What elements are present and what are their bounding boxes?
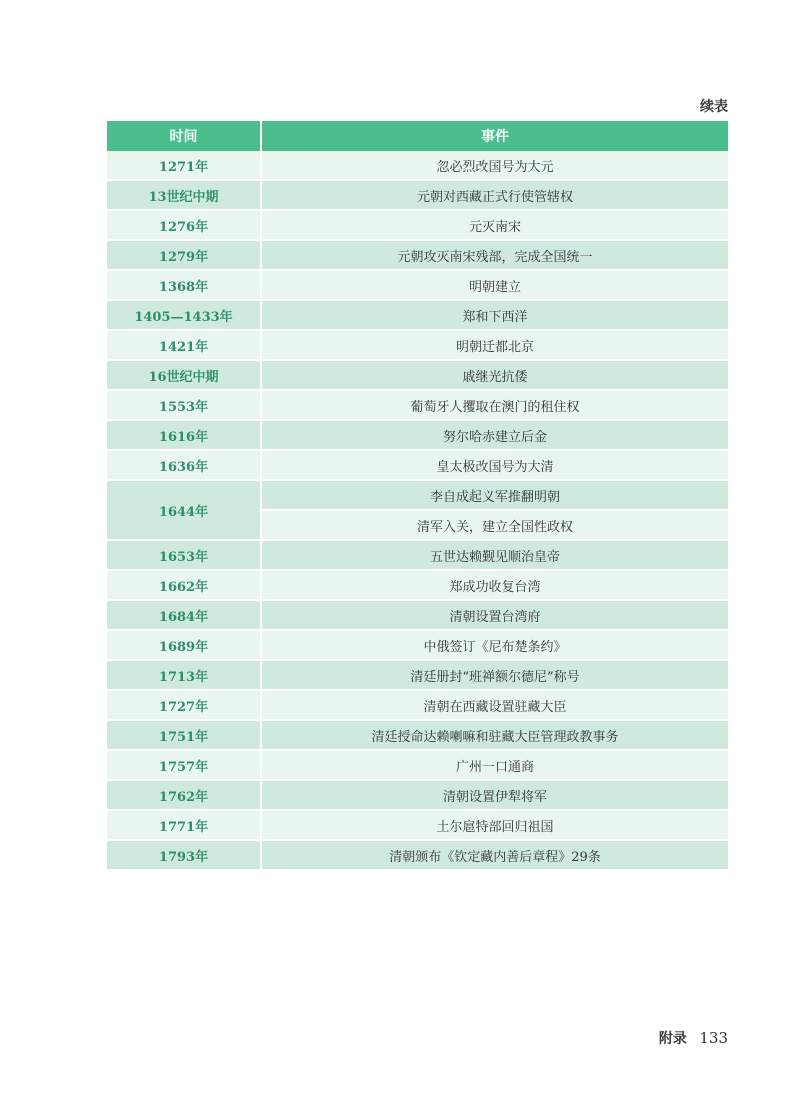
event-cell: 元朝对西藏正式行使管辖权 [261, 180, 728, 210]
time-cell: 1276年 [107, 210, 261, 240]
time-cell: 1793年 [107, 840, 261, 870]
table-row [107, 270, 728, 300]
event-cell: 戚继光抗倭 [261, 360, 728, 390]
column-header-time: 时间 [107, 121, 261, 151]
time-cell: 1757年 [107, 750, 261, 780]
footer-section-label: 附录 [658, 1031, 687, 1047]
event-cell: 土尔扈特部回归祖国 [261, 810, 728, 840]
time-cell: 1751年 [107, 720, 261, 750]
time-cell: 1553年 [107, 390, 261, 420]
event-cell: 清朝颁布《钦定藏内善后章程》29条 [261, 840, 728, 870]
table-row [107, 630, 728, 660]
time-cell: 1644年 [107, 480, 261, 540]
event-cell: 清军入关，建立全国性政权 [261, 510, 728, 540]
event-cell: 明朝迁都北京 [261, 330, 728, 360]
time-cell: 1616年 [107, 420, 261, 450]
time-cell: 1636年 [107, 450, 261, 480]
event-cell: 清廷册封“班禅额尔德尼”称号 [261, 660, 728, 690]
event-cell: 清朝设置伊犁将军 [261, 780, 728, 810]
page-footer [659, 1028, 728, 1048]
event-cell: 明朝建立 [261, 270, 728, 300]
page-number: 133 [699, 1029, 728, 1047]
event-cell: 郑和下西洋 [261, 300, 728, 330]
time-cell: 1713年 [107, 660, 261, 690]
time-cell: 1421年 [107, 330, 261, 360]
table-row [107, 720, 728, 750]
event-cell: 郑成功收复台湾 [261, 570, 728, 600]
table-row [107, 420, 728, 450]
table-row [107, 151, 728, 180]
timeline-body [107, 151, 728, 870]
table-row [107, 480, 728, 510]
event-cell: 中俄签订《尼布楚条约》 [261, 630, 728, 660]
time-cell: 1271年 [107, 151, 261, 180]
table-row [107, 210, 728, 240]
table-row [107, 330, 728, 360]
event-cell: 李自成起义军推翻明朝 [261, 480, 728, 510]
table-row [107, 810, 728, 840]
table-row [107, 240, 728, 270]
table-row [107, 570, 728, 600]
event-cell: 五世达赖觐见顺治皇帝 [261, 540, 728, 570]
column-header-event: 事件 [261, 121, 728, 151]
time-cell: 1662年 [107, 570, 261, 600]
event-cell: 元灭南宋 [261, 210, 728, 240]
timeline-table [107, 121, 728, 871]
table-row [107, 660, 728, 690]
continued-table-label: 续表 [700, 99, 728, 115]
table-row [107, 360, 728, 390]
time-cell: 1653年 [107, 540, 261, 570]
table-row [107, 840, 728, 870]
table-row [107, 690, 728, 720]
time-cell: 16世纪中期 [107, 360, 261, 390]
time-cell: 1368年 [107, 270, 261, 300]
event-cell: 清朝在西藏设置驻藏大臣 [261, 690, 728, 720]
table-row [107, 390, 728, 420]
table-row [107, 300, 728, 330]
time-cell: 1762年 [107, 780, 261, 810]
event-cell: 清朝设置台湾府 [261, 600, 728, 630]
table-row [107, 750, 728, 780]
table-row [107, 180, 728, 210]
time-cell: 13世纪中期 [107, 180, 261, 210]
table-row [107, 600, 728, 630]
event-cell: 皇太极改国号为大清 [261, 450, 728, 480]
event-cell: 清廷授命达赖喇嘛和驻藏大臣管理政教事务 [261, 720, 728, 750]
table-row [107, 780, 728, 810]
time-cell: 1771年 [107, 810, 261, 840]
time-cell: 1279年 [107, 240, 261, 270]
event-cell: 努尔哈赤建立后金 [261, 420, 728, 450]
table-row [107, 450, 728, 480]
table-header-row [107, 121, 728, 151]
time-cell: 1727年 [107, 690, 261, 720]
table-row [107, 540, 728, 570]
event-cell: 葡萄牙人攫取在澳门的租住权 [261, 390, 728, 420]
event-cell: 忽必烈改国号为大元 [261, 151, 728, 180]
time-cell: 1684年 [107, 600, 261, 630]
time-cell: 1405—1433年 [107, 300, 261, 330]
event-cell: 元朝攻灭南宋残部，完成全国统一 [261, 240, 728, 270]
event-cell: 广州一口通商 [261, 750, 728, 780]
time-cell: 1689年 [107, 630, 261, 660]
